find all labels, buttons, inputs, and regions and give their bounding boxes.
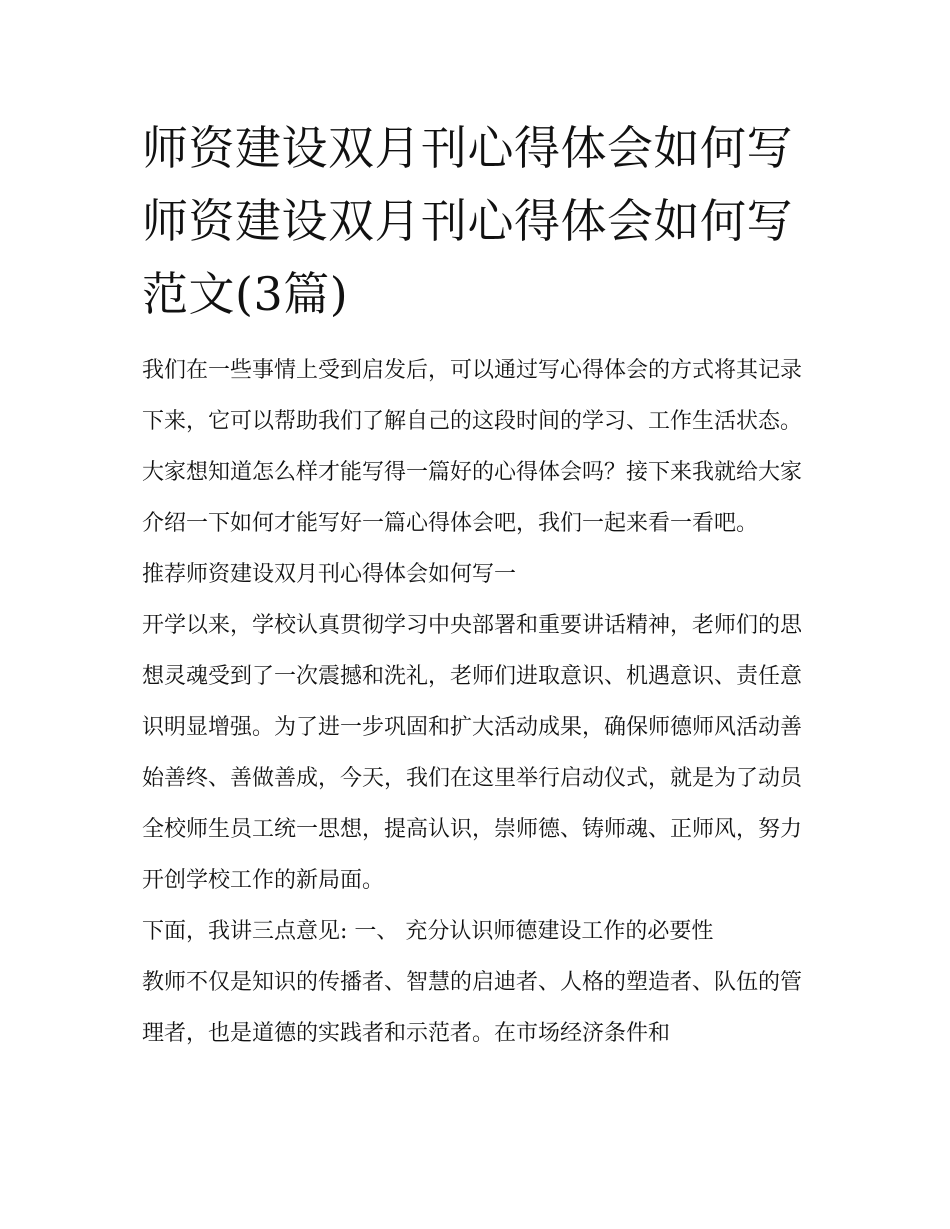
body-paragraph: 下面，我讲三点意见: 一、 充分认识师德建设工作的必要性: [142, 919, 714, 944]
body-paragraph: 教师不仅是知识的传播者、智慧的启迪者、人格的塑造者、队伍的管理者，也是道德的实践者和示范者。在市场经济条件和: [142, 970, 803, 1046]
intro-paragraph: 我们在一些事情上受到启发后，可以通过写心得体会的方式将其记录下来，它可以帮助我们了解自己的这段时间的学习、工作生活状态。大家想知道怎么样才能写得一篇好的心得体会吗？接下来我就给大家介绍一下如何才能写好一篇心得体会吧，我们一起来看一看吧。: [142, 358, 803, 536]
document-title: 师资建设双月刊心得体会如何写 师资建设双月刊心得体会如何写范文(3篇): [142, 121, 793, 321]
section-heading: 推荐师资建设双月刊心得体会如何写一: [142, 562, 517, 587]
document-page: [142, 112, 812, 1059]
document-body: [142, 345, 812, 1059]
body-paragraph: 开学以来，学校认真贯彻学习中央部署和重要讲话精神，老师们的思想灵魂受到了一次震撼和洗礼，老师们进取意识、机遇意识、责任意识明显增强。为了进一步巩固和扩大活动成果，确保师德师风活动善始善终、善做善成，今天，我们在这里举行启动仪式，就是为了动员全校师生员工统一思想，提高认识，崇师德、铸师魂、正师风，努力开创学校工作的新局面。: [142, 613, 803, 893]
